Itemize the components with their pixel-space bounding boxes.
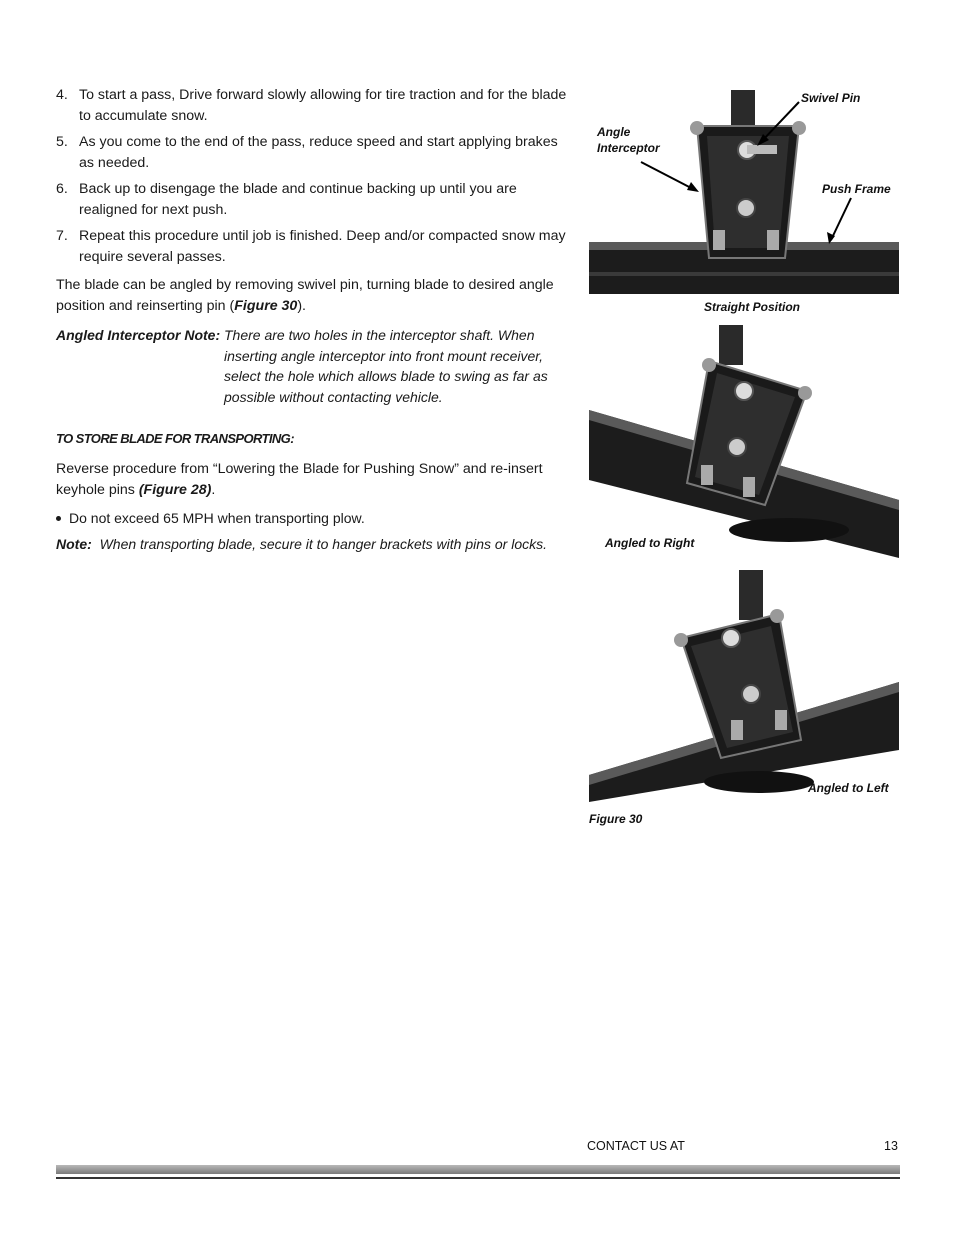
angle-paragraph: The blade can be angled by removing swivel pin, turning blade to desired angle position and reinserting pin (Figure 30). [56, 277, 554, 314]
step-4: 4. To start a pass, Drive forward slowly allowing for tire traction and for the blade to accumulate snow. [56, 87, 567, 124]
photo-angled-left [589, 570, 899, 802]
step-5: 5. As you come to the end of the pass, reduce speed and start applying brakes as needed. [56, 134, 558, 171]
step-7: 7. Repeat this procedure until job is finished. Deep and/or compacted snow may require several passes. [56, 228, 566, 265]
footer-contact: CONTACT US AT [587, 1139, 685, 1153]
footer-rule-thin [56, 1177, 900, 1179]
reverse-paragraph: Reverse procedure from “Lowering the Blade for Pushing Snow” and re-insert keyhole pins (Figure 28). [56, 461, 543, 498]
steps-list [56, 85, 571, 267]
section-heading: TO STORE BLADE FOR TRANSPORTING: [56, 431, 294, 446]
speed-bullet: Do not exceed 65 MPH when transporting plow. [56, 510, 365, 526]
page-number: 13 [884, 1139, 898, 1153]
step-6: 6. Back up to disengage the blade and continue backing up until you are realigned for next push. [56, 181, 517, 218]
interceptor-note-text: There are two holes in the interceptor shaft. When inserting angle interceptor into front mount receiver, select the hole which allows blade to swing as far as possible without contacting vehicle. [224, 327, 548, 405]
figure-caption: Figure 30 [589, 812, 643, 826]
figure-30-ref: Figure 30 [234, 297, 298, 314]
label-interceptor: Interceptor [597, 141, 660, 155]
label-angled-left: Angled to Left [808, 781, 889, 795]
transport-note-text: When transporting blade, secure it to hanger brackets with pins or locks. [99, 536, 548, 552]
interceptor-note-label: Angled Interceptor Note: [56, 327, 221, 343]
label-straight-position: Straight Position [704, 300, 800, 314]
steps-block [56, 85, 571, 273]
label-push-frame: Push Frame [822, 182, 891, 196]
transport-note-label: Note: [56, 536, 92, 552]
label-angled-right: Angled to Right [605, 536, 695, 550]
transport-note [56, 536, 547, 552]
bullet-icon [56, 516, 61, 521]
photo-angled-right [589, 325, 899, 558]
footer-rule-thick [56, 1165, 900, 1174]
figure-28-ref: (Figure 28) [138, 481, 212, 498]
label-angle: Angle [597, 125, 631, 139]
label-swivel-pin: Swivel Pin [801, 91, 861, 105]
